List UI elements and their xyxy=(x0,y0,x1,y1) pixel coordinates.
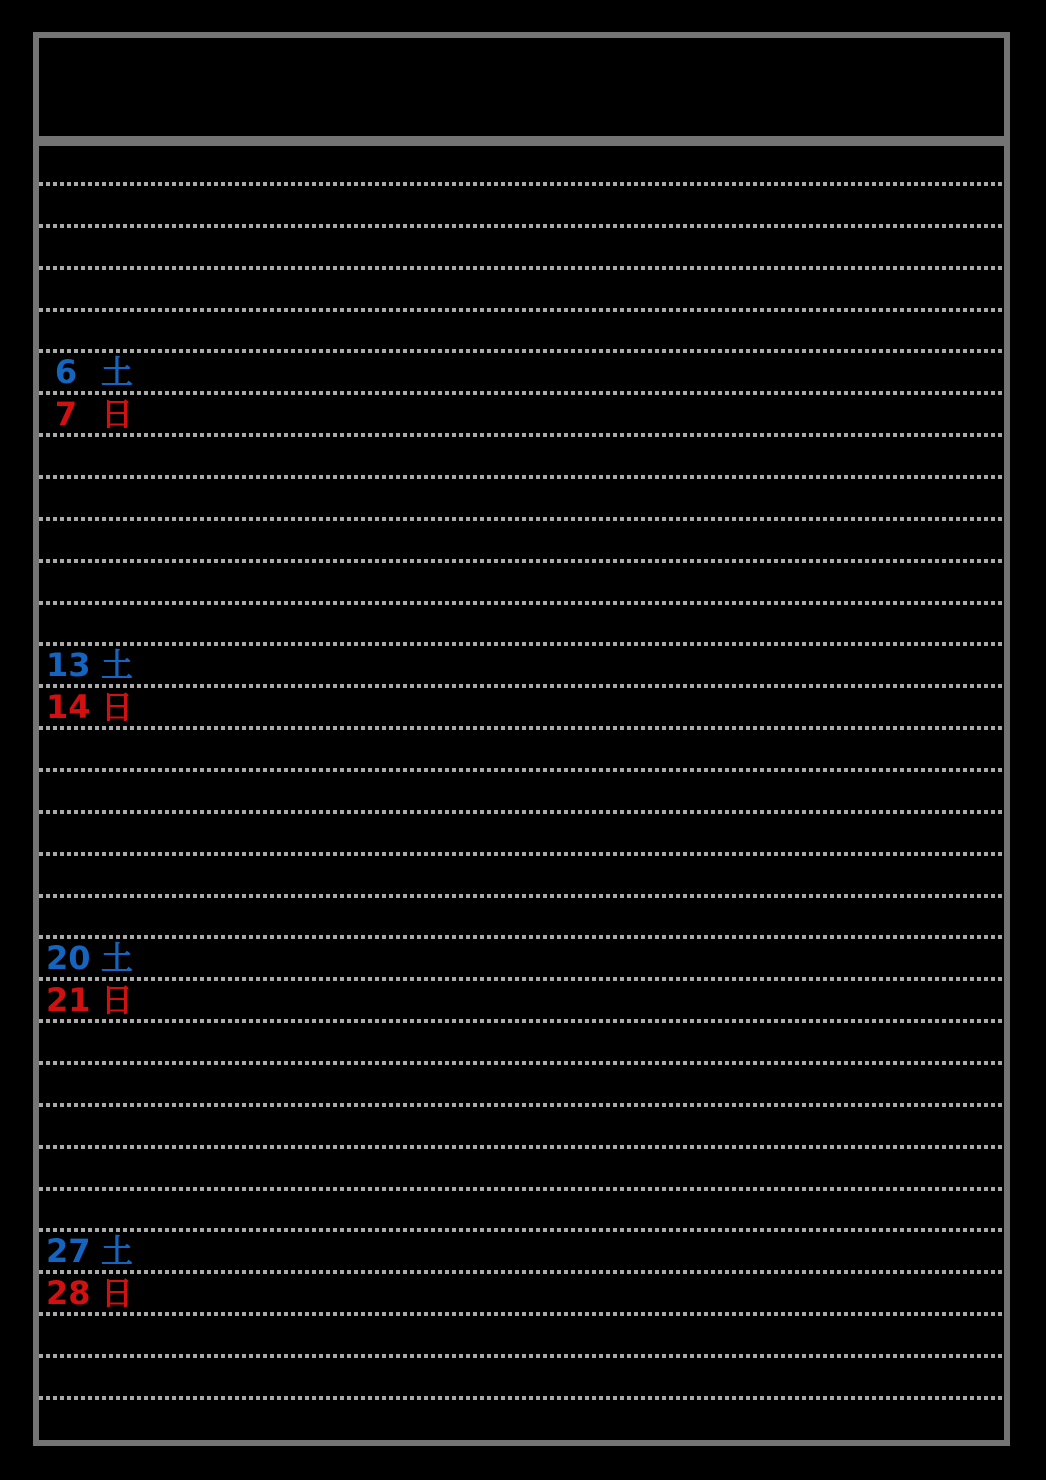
calendar-row xyxy=(39,1147,1004,1189)
calendar-row xyxy=(39,812,1004,854)
calendar-row xyxy=(39,519,1004,561)
calendar-row xyxy=(39,226,1004,268)
header-body-separator xyxy=(39,136,1004,146)
title-header-area xyxy=(39,38,1004,136)
calendar-row xyxy=(39,1189,1004,1231)
calendar-row xyxy=(39,1105,1004,1147)
calendar-row xyxy=(39,686,1004,728)
calendar-row xyxy=(39,937,1004,979)
day-number: 28 xyxy=(46,1274,91,1313)
calendar-row xyxy=(39,1021,1004,1063)
calendar-sheet xyxy=(33,32,1010,1446)
weekday-label: 土 xyxy=(101,353,134,392)
calendar-row xyxy=(39,1063,1004,1105)
calendar-row xyxy=(39,1314,1004,1356)
day-number: 21 xyxy=(46,981,91,1020)
calendar-row xyxy=(39,979,1004,1021)
calendar-row xyxy=(39,184,1004,226)
day-number: 27 xyxy=(46,1232,91,1271)
day-number: 7 xyxy=(54,395,78,434)
weekday-label: 日 xyxy=(101,1274,134,1313)
calendar-row xyxy=(39,1356,1004,1398)
calendar-row xyxy=(39,310,1004,352)
calendar-row xyxy=(39,477,1004,519)
calendar-row xyxy=(39,146,1004,184)
calendar-row xyxy=(39,1272,1004,1314)
calendar-row xyxy=(39,393,1004,435)
weekday-label: 日 xyxy=(101,395,134,434)
calendar-row xyxy=(39,435,1004,477)
calendar-row xyxy=(39,561,1004,603)
weekday-label: 土 xyxy=(101,939,134,978)
weekday-label: 日 xyxy=(101,688,134,727)
calendar-row xyxy=(39,351,1004,393)
calendar-body xyxy=(39,146,1004,1440)
calendar-row xyxy=(39,896,1004,938)
calendar-row xyxy=(39,770,1004,812)
calendar-row xyxy=(39,1398,1004,1440)
day-number: 6 xyxy=(54,353,78,392)
weekday-label: 日 xyxy=(101,981,134,1020)
day-number: 20 xyxy=(46,939,91,978)
calendar-row xyxy=(39,644,1004,686)
day-number: 14 xyxy=(46,688,91,727)
calendar-row xyxy=(39,728,1004,770)
weekday-label: 土 xyxy=(101,1232,134,1271)
calendar-row xyxy=(39,1230,1004,1272)
calendar-row xyxy=(39,854,1004,896)
calendar-row xyxy=(39,603,1004,645)
day-number: 13 xyxy=(46,646,91,685)
calendar-row xyxy=(39,268,1004,310)
weekday-label: 土 xyxy=(101,646,134,685)
